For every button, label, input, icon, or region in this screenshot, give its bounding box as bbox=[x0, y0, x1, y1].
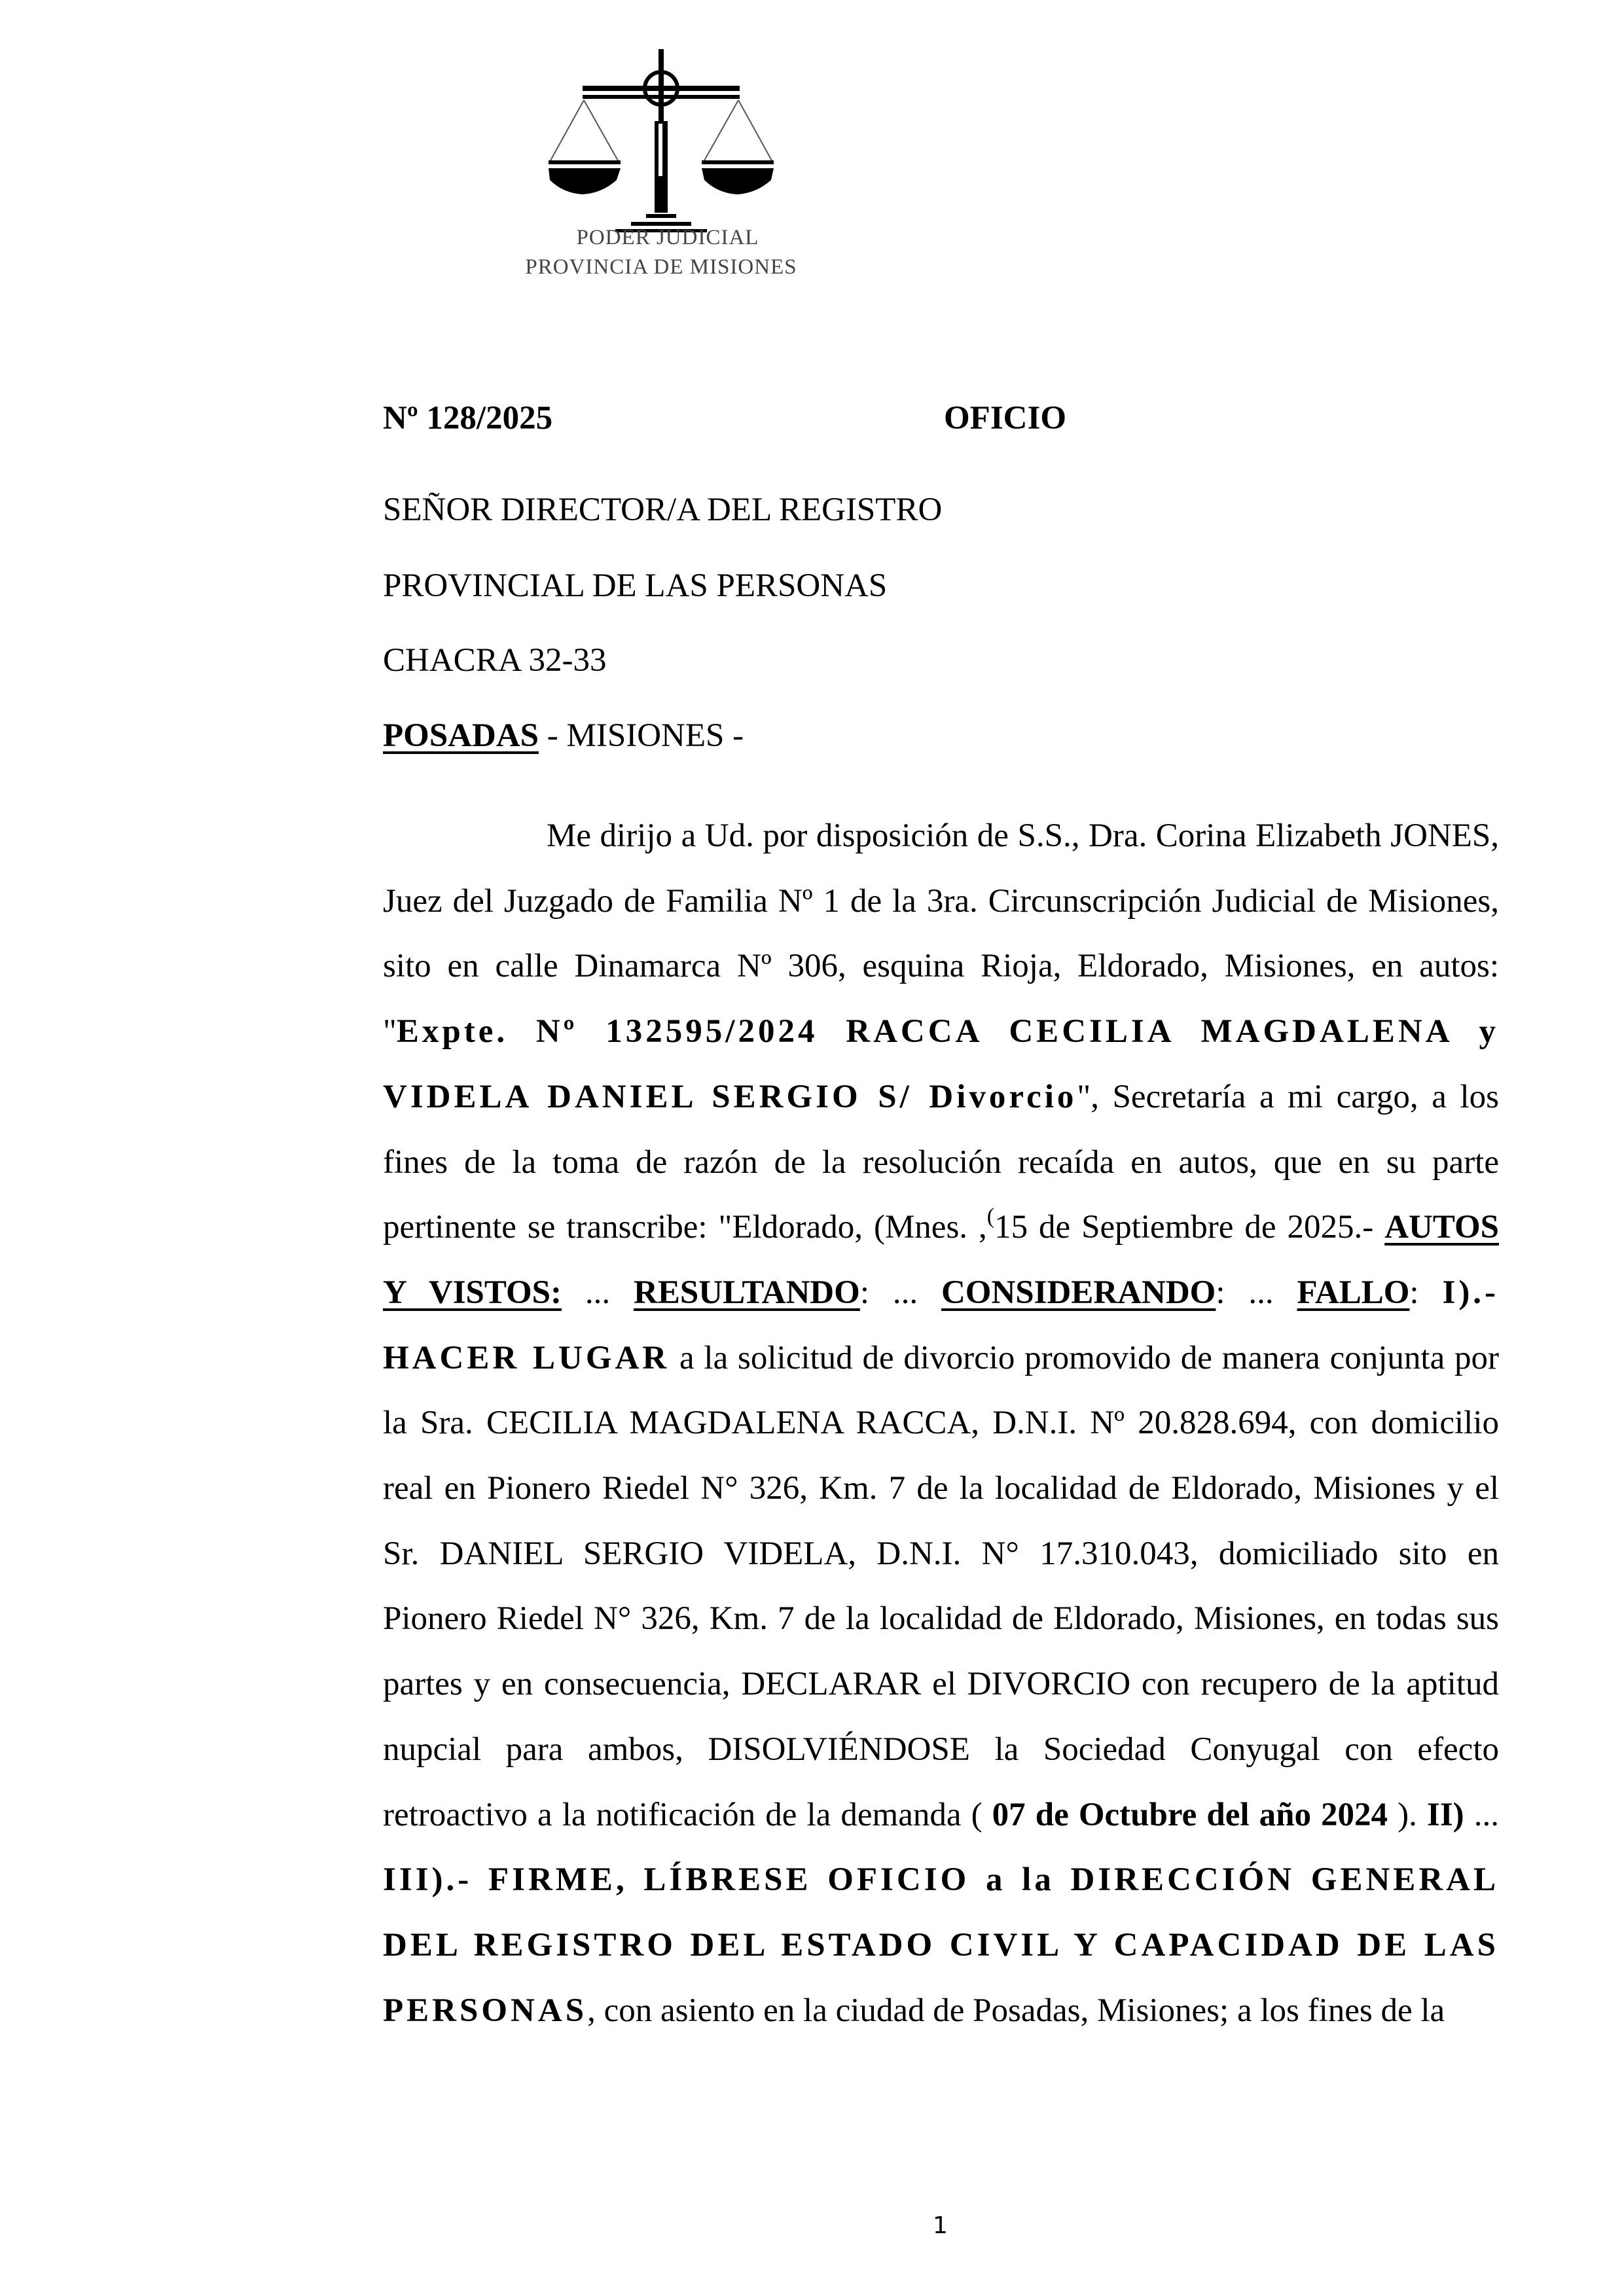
body-segment: , con asiento en la ciudad de Posadas, Misiones; a los fines de la bbox=[587, 1992, 1445, 2029]
addressee-province: - MISIONES - bbox=[539, 717, 744, 754]
addressee-city: POSADAS bbox=[383, 717, 539, 754]
body-segment: : ... bbox=[859, 1274, 941, 1311]
body-segment: Me dirijo a Ud. por disposición de S.S., Dra. Corina Elizabeth JONES, Juez del Juzgado de Familia Nº 1 de la 3ra. Circunscripción Judicial de Misiones, sito en calle Dinamarca Nº 306, esquina Rioja, Eldorado, Misiones, en autos: " bbox=[383, 817, 1499, 1050]
body-paragraph bbox=[383, 804, 1499, 2043]
document-type: OFICIO bbox=[944, 400, 1067, 437]
considerando: CONSIDERANDO bbox=[941, 1274, 1216, 1311]
ruling-item-iii: III).- FIRME, LÍBRESE OFICIO a la DIRECCIÓN GENERAL DEL REGISTRO DEL ESTADO CIVIL Y CAPACIDAD DE LAS PERSONAS bbox=[383, 1861, 1499, 2029]
body-segment: 15 de Septiembre de 2025.- bbox=[994, 1209, 1385, 1246]
body-segment: ). bbox=[1388, 1796, 1427, 1833]
autos-y-vistos: AUTOS Y VISTOS: bbox=[383, 1209, 1499, 1311]
body-text bbox=[383, 804, 1499, 2043]
body-segment: ... bbox=[1464, 1796, 1500, 1833]
document-number: Nº 128/2025 bbox=[383, 400, 553, 437]
fallo: FALLO bbox=[1297, 1274, 1410, 1311]
body-segment: ... bbox=[562, 1274, 634, 1311]
addressee-city-line bbox=[383, 717, 744, 755]
poder-judicial-logo bbox=[511, 36, 812, 285]
body-segment: ", Secretaría a mi cargo, a los fines de la toma de razón de la resolución recaída en autos, que en su parte pertinente se transcribe: "Eldorado, (Mnes. , bbox=[383, 1078, 1499, 1246]
body-segment: a la solicitud de divorcio promovido de manera conjunta por la Sra. CECILIA MAGDALENA RACCA, D.N.I. Nº 20.828.694, con domicilio real en Pionero Riedel N° 326, Km. 7 de la localidad de Eldorado, Misiones y el Sr. DANIEL SERGIO VIDELA, D.N.I. N° 17.310.043, domiciliado sito en Pionero Riedel N° 326, Km. 7 de la localidad de Eldorado, Misiones, en todas sus partes y en consecuencia, DECLARAR el DIVORCIO con recupero de la aptitud nupcial para ambos, DISOLVIÉNDOSE la Sociedad Conyugal con efecto retroactivo a la notificación de la demanda ( bbox=[383, 1339, 1500, 1833]
notification-date: 07 de Octubre del año 2024 bbox=[992, 1796, 1388, 1833]
ruling-item-ii: II) bbox=[1426, 1796, 1464, 1833]
stray-mark: ( bbox=[986, 1204, 995, 1229]
case-title: Expte. Nº 132595/2024 RACCA CECILIA MAGDALENA y VIDELA DANIEL SERGIO S/ Divorcio bbox=[383, 1013, 1499, 1115]
addressee-line-3: CHACRA 32-33 bbox=[383, 642, 607, 679]
addressee-line-1: SEÑOR DIRECTOR/A DEL REGISTRO bbox=[383, 492, 943, 528]
resultando: RESULTANDO bbox=[634, 1274, 860, 1311]
ruling-item-i: I).- HACER LUGAR bbox=[383, 1274, 1500, 1376]
page-number: 1 bbox=[933, 2212, 948, 2239]
logo-text-provincia: PROVINCIA DE MISIONES bbox=[525, 255, 797, 279]
addressee-line-2: PROVINCIAL DE LAS PERSONAS bbox=[383, 567, 888, 604]
body-segment: : bbox=[1409, 1274, 1443, 1311]
body-segment: : ... bbox=[1216, 1274, 1297, 1311]
scales-of-justice-icon bbox=[543, 43, 779, 232]
logo-text-poder-judicial: PODER JUDICIAL bbox=[576, 226, 759, 249]
